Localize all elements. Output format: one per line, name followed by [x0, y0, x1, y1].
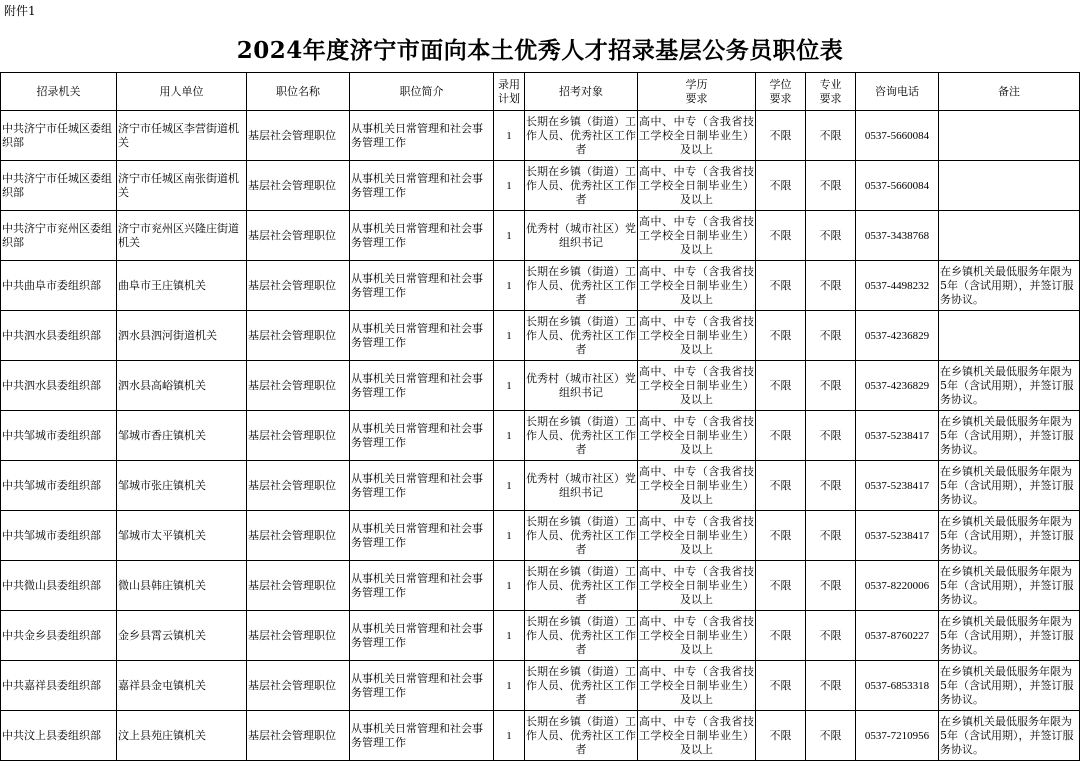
- target-candidates-cell: 长期在乡镇（街道）工作人员、优秀社区工作者: [525, 611, 638, 661]
- degree-cell: 不限: [756, 511, 806, 561]
- hiring-plan-cell: 1: [494, 411, 525, 461]
- hiring-plan-cell: 1: [494, 311, 525, 361]
- recruiting-org-cell: 中共汶上县委组织部: [1, 711, 117, 761]
- header-position-name: 职位名称: [247, 73, 350, 111]
- position-intro-cell: 从事机关日常管理和社会事务管理工作: [350, 661, 494, 711]
- recruiting-org-cell: 中共泗水县委组织部: [1, 311, 117, 361]
- header-education: 学历 要求: [638, 73, 756, 111]
- table-row: [1, 511, 1080, 561]
- position-intro-cell: 从事机关日常管理和社会事务管理工作: [350, 411, 494, 461]
- position-intro-cell: 从事机关日常管理和社会事务管理工作: [350, 361, 494, 411]
- major-cell: 不限: [806, 361, 856, 411]
- table-header-row: [1, 73, 1080, 111]
- position-name-cell: 基层社会管理职位: [247, 311, 350, 361]
- position-name-cell: 基层社会管理职位: [247, 561, 350, 611]
- employer-unit-cell: 微山县韩庄镇机关: [117, 561, 247, 611]
- table-row: [1, 611, 1080, 661]
- phone-cell: 0537-8220006: [856, 561, 939, 611]
- phone-cell: 0537-5238417: [856, 411, 939, 461]
- position-name-cell: 基层社会管理职位: [247, 711, 350, 761]
- phone-cell: 0537-4236829: [856, 361, 939, 411]
- recruiting-org-cell: 中共济宁市任城区委组织部: [1, 161, 117, 211]
- table-row: [1, 361, 1080, 411]
- recruiting-org-cell: 中共济宁市任城区委组织部: [1, 111, 117, 161]
- phone-cell: 0537-5660084: [856, 111, 939, 161]
- education-cell: 高中、中专（含我省技工学校全日制毕业生）及以上: [638, 461, 756, 511]
- recruiting-org-cell: 中共济宁市兖州区委组织部: [1, 211, 117, 261]
- education-cell: 高中、中专（含我省技工学校全日制毕业生）及以上: [638, 111, 756, 161]
- education-cell: 高中、中专（含我省技工学校全日制毕业生）及以上: [638, 261, 756, 311]
- degree-cell: 不限: [756, 561, 806, 611]
- position-name-cell: 基层社会管理职位: [247, 161, 350, 211]
- recruiting-org-cell: 中共嘉祥县委组织部: [1, 661, 117, 711]
- position-intro-cell: 从事机关日常管理和社会事务管理工作: [350, 161, 494, 211]
- table-row: [1, 261, 1080, 311]
- degree-cell: 不限: [756, 611, 806, 661]
- hiring-plan-cell: 1: [494, 261, 525, 311]
- position-name-cell: 基层社会管理职位: [247, 211, 350, 261]
- major-cell: 不限: [806, 161, 856, 211]
- target-candidates-cell: 优秀村（城市社区）党组织书记: [525, 211, 638, 261]
- position-intro-cell: 从事机关日常管理和社会事务管理工作: [350, 211, 494, 261]
- position-name-cell: 基层社会管理职位: [247, 511, 350, 561]
- phone-cell: 0537-8760227: [856, 611, 939, 661]
- major-cell: 不限: [806, 261, 856, 311]
- hiring-plan-cell: 1: [494, 111, 525, 161]
- notes-cell: [939, 311, 1080, 361]
- major-cell: 不限: [806, 461, 856, 511]
- table-row: [1, 461, 1080, 511]
- phone-cell: 0537-4498232: [856, 261, 939, 311]
- major-cell: 不限: [806, 711, 856, 761]
- notes-cell: 在乡镇机关最低服务年限为5年（含试用期），并签订服务协议。: [939, 261, 1080, 311]
- header-recruiting-org: 招录机关: [1, 73, 117, 111]
- position-name-cell: 基层社会管理职位: [247, 661, 350, 711]
- notes-cell: 在乡镇机关最低服务年限为5年（含试用期），并签订服务协议。: [939, 561, 1080, 611]
- phone-cell: 0537-3438768: [856, 211, 939, 261]
- recruiting-org-cell: 中共曲阜市委组织部: [1, 261, 117, 311]
- table-row: [1, 411, 1080, 461]
- header-phone: 咨询电话: [856, 73, 939, 111]
- education-cell: 高中、中专（含我省技工学校全日制毕业生）及以上: [638, 711, 756, 761]
- position-intro-cell: 从事机关日常管理和社会事务管理工作: [350, 461, 494, 511]
- position-intro-cell: 从事机关日常管理和社会事务管理工作: [350, 511, 494, 561]
- target-candidates-cell: 长期在乡镇（街道）工作人员、优秀社区工作者: [525, 661, 638, 711]
- degree-cell: 不限: [756, 661, 806, 711]
- target-candidates-cell: 长期在乡镇（街道）工作人员、优秀社区工作者: [525, 511, 638, 561]
- recruiting-org-cell: 中共金乡县委组织部: [1, 611, 117, 661]
- position-intro-cell: 从事机关日常管理和社会事务管理工作: [350, 611, 494, 661]
- position-name-cell: 基层社会管理职位: [247, 461, 350, 511]
- employer-unit-cell: 邹城市香庄镇机关: [117, 411, 247, 461]
- position-intro-cell: 从事机关日常管理和社会事务管理工作: [350, 261, 494, 311]
- degree-cell: 不限: [756, 111, 806, 161]
- degree-cell: 不限: [756, 261, 806, 311]
- phone-cell: 0537-7210956: [856, 711, 939, 761]
- degree-cell: 不限: [756, 461, 806, 511]
- page-title: 2024年度济宁市面向本土优秀人才招录基层公务员职位表: [236, 37, 844, 64]
- recruiting-org-cell: 中共泗水县委组织部: [1, 361, 117, 411]
- table-row: [1, 561, 1080, 611]
- hiring-plan-cell: 1: [494, 461, 525, 511]
- notes-cell: 在乡镇机关最低服务年限为5年（含试用期），并签订服务协议。: [939, 661, 1080, 711]
- employer-unit-cell: 泗水县泗河街道机关: [117, 311, 247, 361]
- hiring-plan-cell: 1: [494, 511, 525, 561]
- employer-unit-cell: 济宁市任城区南张街道机关: [117, 161, 247, 211]
- notes-cell: 在乡镇机关最低服务年限为5年（含试用期），并签订服务协议。: [939, 611, 1080, 661]
- header-hiring-plan: 录用 计划: [494, 73, 525, 111]
- position-name-cell: 基层社会管理职位: [247, 611, 350, 661]
- positions-table: [0, 72, 1080, 761]
- target-candidates-cell: 长期在乡镇（街道）工作人员、优秀社区工作者: [525, 561, 638, 611]
- degree-cell: 不限: [756, 361, 806, 411]
- attachment-label: 附件1: [4, 4, 36, 18]
- hiring-plan-cell: 1: [494, 661, 525, 711]
- position-name-cell: 基层社会管理职位: [247, 261, 350, 311]
- employer-unit-cell: 泗水县高峪镇机关: [117, 361, 247, 411]
- recruiting-org-cell: 中共邹城市委组织部: [1, 511, 117, 561]
- employer-unit-cell: 嘉祥县金屯镇机关: [117, 661, 247, 711]
- major-cell: 不限: [806, 661, 856, 711]
- target-candidates-cell: 长期在乡镇（街道）工作人员、优秀社区工作者: [525, 161, 638, 211]
- recruiting-org-cell: 中共邹城市委组织部: [1, 461, 117, 511]
- position-intro-cell: 从事机关日常管理和社会事务管理工作: [350, 561, 494, 611]
- target-candidates-cell: 长期在乡镇（街道）工作人员、优秀社区工作者: [525, 261, 638, 311]
- phone-cell: 0537-5660084: [856, 161, 939, 211]
- target-candidates-cell: 长期在乡镇（街道）工作人员、优秀社区工作者: [525, 311, 638, 361]
- major-cell: 不限: [806, 511, 856, 561]
- major-cell: 不限: [806, 211, 856, 261]
- position-intro-cell: 从事机关日常管理和社会事务管理工作: [350, 111, 494, 161]
- hiring-plan-cell: 1: [494, 161, 525, 211]
- hiring-plan-cell: 1: [494, 611, 525, 661]
- table-row: [1, 111, 1080, 161]
- phone-cell: 0537-5238417: [856, 461, 939, 511]
- position-name-cell: 基层社会管理职位: [247, 361, 350, 411]
- notes-cell: [939, 211, 1080, 261]
- target-candidates-cell: 优秀村（城市社区）党组织书记: [525, 361, 638, 411]
- education-cell: 高中、中专（含我省技工学校全日制毕业生）及以上: [638, 361, 756, 411]
- degree-cell: 不限: [756, 411, 806, 461]
- table-row: [1, 311, 1080, 361]
- major-cell: 不限: [806, 311, 856, 361]
- degree-cell: 不限: [756, 711, 806, 761]
- employer-unit-cell: 金乡县霄云镇机关: [117, 611, 247, 661]
- hiring-plan-cell: 1: [494, 361, 525, 411]
- education-cell: 高中、中专（含我省技工学校全日制毕业生）及以上: [638, 661, 756, 711]
- education-cell: 高中、中专（含我省技工学校全日制毕业生）及以上: [638, 311, 756, 361]
- education-cell: 高中、中专（含我省技工学校全日制毕业生）及以上: [638, 561, 756, 611]
- degree-cell: 不限: [756, 211, 806, 261]
- position-name-cell: 基层社会管理职位: [247, 111, 350, 161]
- target-candidates-cell: 长期在乡镇（街道）工作人员、优秀社区工作者: [525, 711, 638, 761]
- table-row: [1, 661, 1080, 711]
- employer-unit-cell: 邹城市张庄镇机关: [117, 461, 247, 511]
- education-cell: 高中、中专（含我省技工学校全日制毕业生）及以上: [638, 411, 756, 461]
- notes-cell: 在乡镇机关最低服务年限为5年（含试用期），并签订服务协议。: [939, 711, 1080, 761]
- hiring-plan-cell: 1: [494, 711, 525, 761]
- employer-unit-cell: 济宁市任城区李营街道机关: [117, 111, 247, 161]
- education-cell: 高中、中专（含我省技工学校全日制毕业生）及以上: [638, 211, 756, 261]
- degree-cell: 不限: [756, 311, 806, 361]
- employer-unit-cell: 邹城市太平镇机关: [117, 511, 247, 561]
- position-intro-cell: 从事机关日常管理和社会事务管理工作: [350, 711, 494, 761]
- position-name-cell: 基层社会管理职位: [247, 411, 350, 461]
- header-notes: 备注: [939, 73, 1080, 111]
- recruiting-org-cell: 中共邹城市委组织部: [1, 411, 117, 461]
- major-cell: 不限: [806, 411, 856, 461]
- header-major: 专业 要求: [806, 73, 856, 111]
- table-row: [1, 161, 1080, 211]
- table-row: [1, 211, 1080, 261]
- hiring-plan-cell: 1: [494, 211, 525, 261]
- phone-cell: 0537-5238417: [856, 511, 939, 561]
- major-cell: 不限: [806, 111, 856, 161]
- employer-unit-cell: 曲阜市王庄镇机关: [117, 261, 247, 311]
- recruiting-org-cell: 中共微山县委组织部: [1, 561, 117, 611]
- position-intro-cell: 从事机关日常管理和社会事务管理工作: [350, 311, 494, 361]
- major-cell: 不限: [806, 561, 856, 611]
- notes-cell: 在乡镇机关最低服务年限为5年（含试用期），并签订服务协议。: [939, 411, 1080, 461]
- notes-cell: [939, 161, 1080, 211]
- header-degree: 学位 要求: [756, 73, 806, 111]
- header-employer-unit: 用人单位: [117, 73, 247, 111]
- major-cell: 不限: [806, 611, 856, 661]
- employer-unit-cell: 汶上县苑庄镇机关: [117, 711, 247, 761]
- education-cell: 高中、中专（含我省技工学校全日制毕业生）及以上: [638, 161, 756, 211]
- notes-cell: 在乡镇机关最低服务年限为5年（含试用期），并签订服务协议。: [939, 511, 1080, 561]
- target-candidates-cell: 优秀村（城市社区）党组织书记: [525, 461, 638, 511]
- hiring-plan-cell: 1: [494, 561, 525, 611]
- target-candidates-cell: 长期在乡镇（街道）工作人员、优秀社区工作者: [525, 111, 638, 161]
- notes-cell: 在乡镇机关最低服务年限为5年（含试用期），并签订服务协议。: [939, 361, 1080, 411]
- notes-cell: [939, 111, 1080, 161]
- target-candidates-cell: 长期在乡镇（街道）工作人员、优秀社区工作者: [525, 411, 638, 461]
- employer-unit-cell: 济宁市兖州区兴隆庄街道机关: [117, 211, 247, 261]
- notes-cell: 在乡镇机关最低服务年限为5年（含试用期），并签订服务协议。: [939, 461, 1080, 511]
- degree-cell: 不限: [756, 161, 806, 211]
- table-row: [1, 711, 1080, 761]
- education-cell: 高中、中专（含我省技工学校全日制毕业生）及以上: [638, 611, 756, 661]
- header-target-candidates: 招考对象: [525, 73, 638, 111]
- education-cell: 高中、中专（含我省技工学校全日制毕业生）及以上: [638, 511, 756, 561]
- phone-cell: 0537-6853318: [856, 661, 939, 711]
- header-position-intro: 职位简介: [350, 73, 494, 111]
- phone-cell: 0537-4236829: [856, 311, 939, 361]
